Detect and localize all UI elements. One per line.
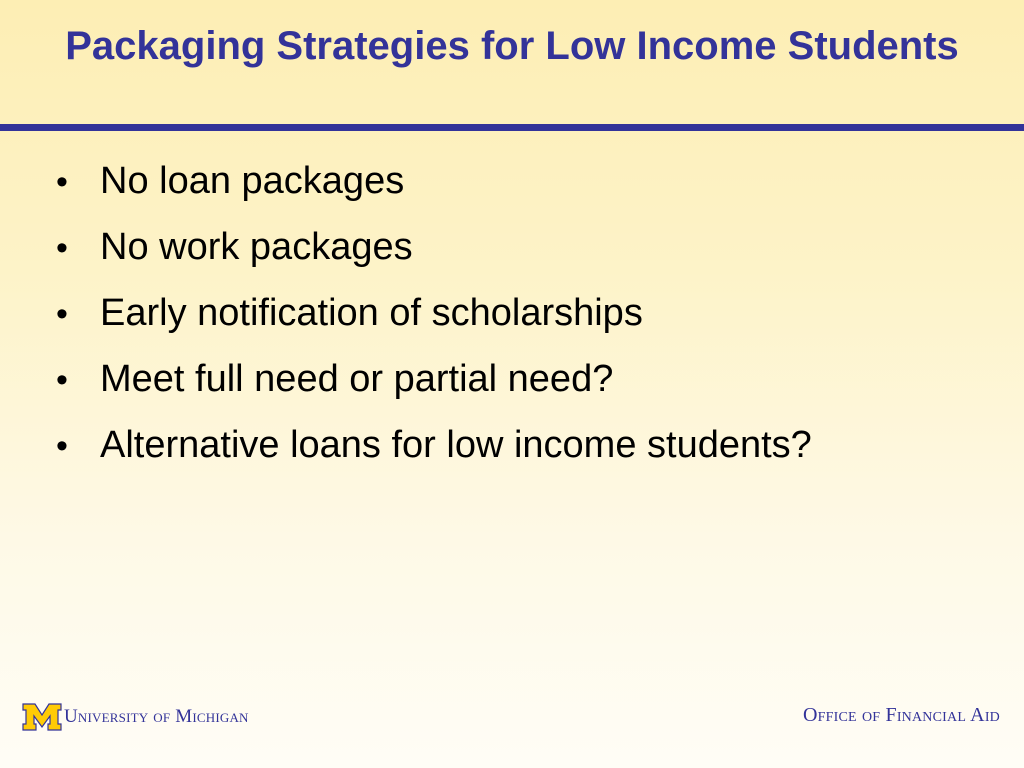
title-divider (0, 124, 1024, 131)
bullet-text: Alternative loans for low income students? (100, 424, 812, 466)
bullet-icon: • (56, 427, 68, 465)
bullet-list (56, 160, 812, 490)
bullet-text: Early notification of scholarships (100, 292, 643, 334)
bullet-icon: • (56, 229, 68, 267)
bullet-item (56, 358, 812, 424)
bullet-icon: • (56, 163, 68, 201)
bullet-text: No loan packages (100, 160, 405, 202)
bullet-item (56, 424, 812, 490)
bullet-text: No work packages (100, 226, 413, 268)
block-m-logo-icon (22, 702, 62, 732)
university-name: University of Michigan (64, 706, 249, 727)
bullet-text: Meet full need or partial need? (100, 358, 614, 400)
bullet-item (56, 226, 812, 292)
bullet-item (56, 160, 812, 226)
bullet-icon: • (56, 295, 68, 333)
bullet-icon: • (56, 361, 68, 399)
office-name: Office of Financial Aid (803, 704, 1000, 726)
bullet-item (56, 292, 812, 358)
slide-title: Packaging Strategies for Low Income Students (65, 24, 959, 68)
university-footer (22, 702, 249, 732)
